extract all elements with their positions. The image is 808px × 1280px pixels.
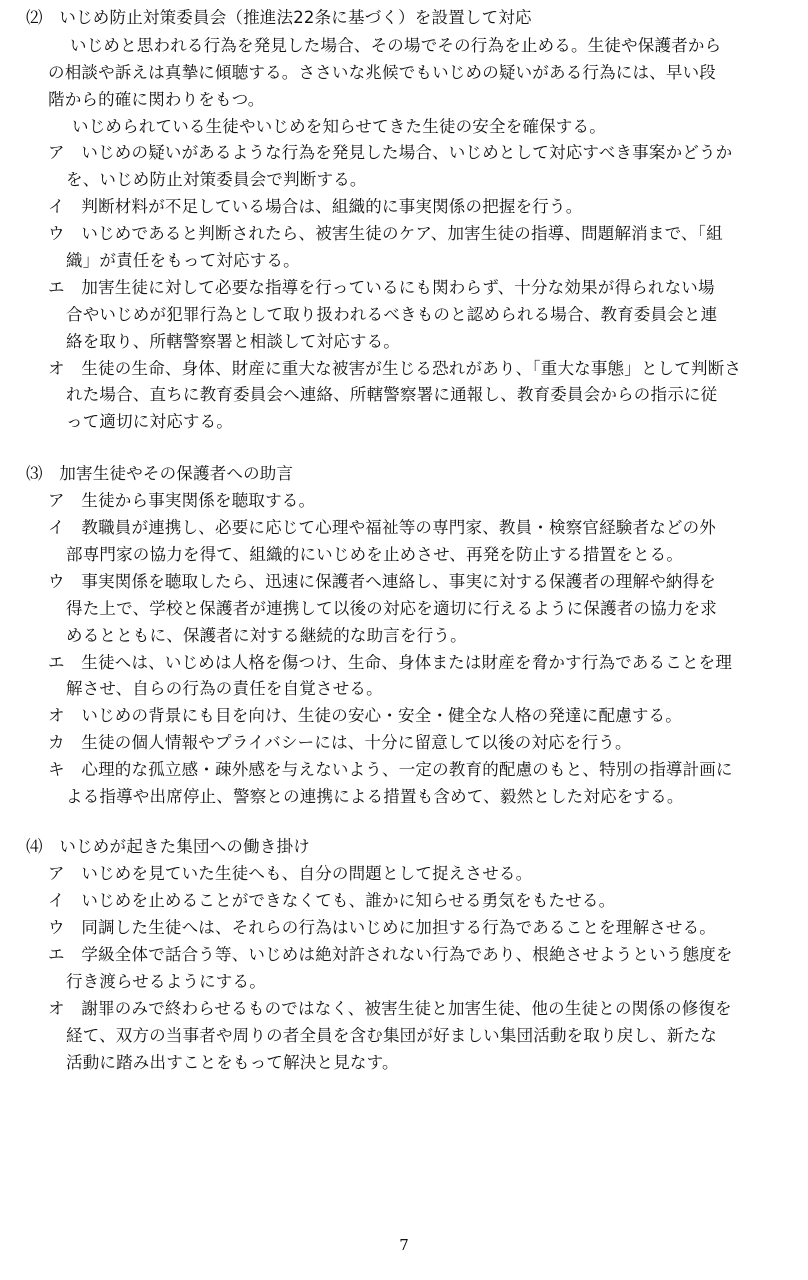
list-item-continuation: 解させ、自らの行為の責任を自覚させる。 [66, 679, 383, 698]
list-item: イ 判断材料が不足している場合は、組織的に事実関係の把握を行う。 [48, 197, 583, 216]
list-item: エ 生徒へは、いじめは人格を傷つけ、生命、身体または財産を脅かす行為であることを理 [48, 653, 733, 672]
section-heading: ⑶ 加害生徒やその保護者への助言 [26, 464, 294, 483]
list-item: オ いじめの背景にも目を向け、生徒の安心・安全・健全な人格の発達に配慮する。 [48, 706, 682, 725]
list-item: イ 教職員が連携し、必要に応じて心理や福祉等の専門家、教員・検察官経験者などの外 [48, 518, 716, 537]
list-item-continuation: って適切に対応する。 [66, 412, 233, 431]
list-item: ア 生徒から事実関係を聴取する。 [48, 491, 316, 510]
list-item-continuation: 経て、双方の当事者や周りの者全員を含む集団が好ましい集団活動を取り戻し、新たな [66, 1026, 717, 1045]
list-item-continuation: 織」が責任をもって対応する。 [66, 251, 300, 270]
list-item-continuation: 行き渡らせるようにする。 [66, 972, 266, 991]
paragraph-line: いじめと思われる行為を発見した場合、その場でその行為を止める。生徒や保護者から [70, 36, 722, 55]
list-item: ウ 事実関係を聴取したら、迅速に保護者へ連絡し、事実に対する保護者の理解や納得を [48, 572, 716, 591]
list-item: ウ いじめであると判断されたら、被害生徒のケア、加害生徒の指導、問題解消まで、「組 [48, 224, 723, 243]
list-item: オ 謝罪のみで終わらせるものではなく、被害生徒と加害生徒、他の生徒との関係の修復を [48, 999, 732, 1018]
list-item-continuation: 得た上で、学校と保護者が連携して以後の対応を適切に行えるように保護者の協力を求 [66, 599, 717, 618]
list-item-continuation: 合やいじめが犯罪行為として取り扱われるべきものと認められる場合、教育委員会と連 [66, 305, 718, 324]
paragraph-line: いじめられている生徒やいじめを知らせてきた生徒の安全を確保する。 [72, 117, 606, 136]
list-item-continuation: 部専門家の協力を得て、組織的にいじめを止めさせ、再発を防止する措置をとる。 [66, 545, 684, 564]
list-item: キ 心理的な孤立感・疎外感を与えないよう、一定の教育的配慮のもと、特別の指導計画に [48, 760, 733, 779]
list-item: オ 生徒の生命、身体、財産に重大な被害が生じる恐れがあり、「重大な事態」として判断さ [48, 359, 742, 378]
list-item: ア いじめの疑いがあるような行為を発見した場合、いじめとして対応すべき事案かどうか [48, 143, 733, 162]
section-heading: ⑷ いじめが起きた集団への働き掛け [26, 837, 310, 856]
page-number: 7 [399, 1236, 409, 1254]
list-item: イ いじめを止めることができなくても、誰かに知らせる勇気をもたせる。 [48, 891, 616, 910]
list-item: エ 学級全体で話合う等、いじめは絶対許されない行為であり、根絶させようという態度を [48, 945, 733, 964]
list-item-continuation: 絡を取り、所轄警察署と相談して対応する。 [66, 332, 400, 351]
list-item-continuation: よる指導や出席停止、警察との連携による措置も含めて、毅然とした対応をする。 [66, 787, 684, 806]
section-heading: ⑵ いじめ防止対策委員会（推進法22条に基づく）を設置して対応 [26, 8, 532, 27]
list-item-continuation: れた場合、直ちに教育委員会へ連絡、所轄警察署に通報し、教育委員会からの指示に従 [66, 385, 718, 404]
paragraph-line: 階から的確に関わりをもつ。 [48, 90, 265, 109]
list-item: ウ 同調した生徒へは、それらの行為はいじめに加担する行為であることを理解させる。 [48, 918, 716, 937]
list-item-continuation: 活動に踏み出すことをもって解決と見なす。 [66, 1053, 399, 1072]
list-item: カ 生徒の個人情報やプライバシーには、十分に留意して以後の対応を行う。 [48, 733, 632, 752]
paragraph-line: の相談や訴えは真摯に傾聴する。ささいな兆候でもいじめの疑いがある行為には、早い段 [48, 63, 716, 82]
list-item-continuation: を、いじめ防止対策委員会で判断する。 [66, 170, 367, 189]
list-item-continuation: めるとともに、保護者に対する継続的な助言を行う。 [66, 626, 467, 645]
list-item: ア いじめを見ていた生徒へも、自分の問題として捉えさせる。 [48, 864, 533, 883]
list-item: エ 加害生徒に対して必要な指導を行っているにも関わらず、十分な効果が得られない場 [48, 278, 715, 297]
